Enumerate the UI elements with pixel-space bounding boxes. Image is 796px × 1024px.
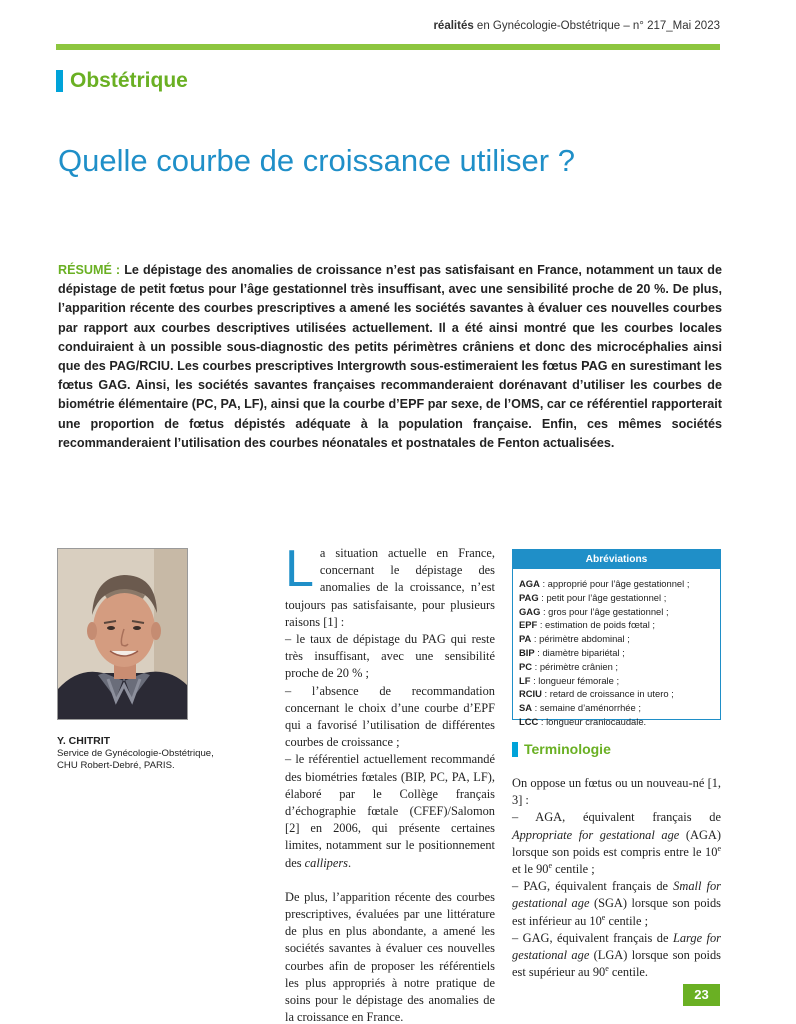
term-text: (SGA) lorsque son poids est inférieur au 10	[512, 896, 721, 928]
term-italic: Small for gestational age	[512, 879, 721, 911]
term-italic: Large for gestational age	[512, 930, 721, 963]
abbreviation-definition: : diamètre bipariétal ;	[534, 646, 625, 658]
header-rule	[56, 44, 720, 50]
term-superscript: e	[548, 860, 553, 870]
list-item-italic: callipers	[304, 855, 348, 870]
article-title: Quelle courbe de croissance utiliser ?	[58, 143, 575, 178]
terminology-marker	[512, 742, 518, 757]
abbreviation-item	[519, 715, 714, 729]
abbreviation-definition: : semaine d’aménorrhée ;	[532, 702, 641, 714]
term-text: et le 90	[512, 862, 549, 877]
term-text: – GAG, équivalent français de	[512, 930, 673, 945]
abbreviation-term: PA	[519, 633, 532, 645]
abbreviation-item	[519, 632, 714, 646]
term-text: (AGA) lorsque son poids est compris entre le 10	[512, 827, 721, 859]
page-number: 23	[683, 984, 720, 1006]
author-affiliation	[57, 748, 214, 772]
abbreviation-item	[519, 701, 714, 715]
terminology-intro: On oppose un fœtus ou un nouveau-né [1, 3] :	[512, 776, 721, 808]
term-text: centile.	[608, 965, 649, 980]
abbreviation-term: SA	[519, 702, 533, 714]
abbreviation-item	[519, 577, 714, 591]
abbreviation-term: EPF	[519, 619, 538, 631]
term-text: (LGA) lorsque son poids est supérieur au 90	[512, 948, 721, 980]
drop-cap: L	[285, 540, 314, 598]
term-text: – PAG, équivalent français de	[512, 879, 674, 894]
body-column-2	[512, 775, 721, 981]
abbreviation-term: RCIU	[519, 688, 542, 700]
abbreviation-definition: : retard de croissance in utero ;	[541, 688, 674, 700]
abbreviation-definition: : périmètre abdominal ;	[531, 633, 630, 645]
term-text: – AGA, équivalent français de	[512, 810, 721, 825]
term-italic: Appropriate for gestational age	[512, 827, 680, 842]
list-item: – l’absence de recommandation concernant le choix d’une courbe d’EPF qui a favorisé l’utilisation de différentes courbes de croissance ;	[285, 683, 495, 750]
intro-paragraph	[285, 540, 495, 631]
list-item-text: .	[348, 855, 352, 870]
abbreviations-list	[513, 569, 720, 729]
terminology-item-pag	[512, 878, 721, 930]
abbreviation-definition: : approprié pour l’âge gestationnel ;	[539, 578, 690, 589]
body-paragraph: De plus, l’apparition récente des courbes prescriptives, évaluées par une littérature de plus en plus abondante, a amené les sociétés savantes à évaluer ces nouvelles courbes afin de proposer les référentiels les plus appropriés à notre pratique de soins pour le dépistage des anomalies de la croissance en France.	[285, 889, 495, 1024]
author-affiliation-line: CHU Robert-Debré, PARIS.	[57, 760, 175, 771]
abbreviation-definition: : estimation de poids fœtal ;	[537, 619, 655, 631]
abbreviation-definition: : longueur fémorale ;	[530, 674, 620, 686]
term-superscript: e	[605, 964, 609, 974]
abbreviation-item	[519, 674, 714, 688]
abbreviation-definition: : gros pour l’âge gestationnel ;	[540, 605, 669, 617]
abbreviation-term: GAG	[519, 605, 541, 617]
abstract	[58, 261, 722, 453]
terminology-heading	[512, 741, 611, 757]
abbreviation-item	[519, 687, 714, 701]
abbreviation-term: AGA	[519, 578, 540, 589]
abstract-lead: RÉSUMÉ :	[58, 263, 121, 277]
abbreviation-term: LCC	[519, 715, 539, 727]
section-label: Obstétrique	[70, 69, 188, 92]
abbreviation-definition: : longueur craniocaudale.	[538, 715, 647, 727]
running-header	[433, 20, 720, 32]
section-tag	[56, 69, 188, 93]
body-column-1	[285, 540, 495, 1024]
abbreviations-box	[512, 549, 721, 727]
abbreviation-term: LF	[519, 674, 531, 686]
journal-issue: en Gynécologie-Obstétrique – n° 217_Mai 2023	[473, 20, 720, 32]
abbreviation-item	[519, 660, 714, 674]
term-text: centile ;	[552, 862, 595, 877]
terminology-item-gag	[512, 930, 721, 982]
journal-name: réalités	[433, 20, 474, 32]
list-item	[285, 751, 495, 871]
term-superscript: e	[717, 843, 721, 853]
abbreviations-title: Abréviations	[513, 550, 720, 569]
author-photo	[57, 548, 188, 720]
list-item: – le taux de dépistage du PAG qui reste très insuffisant, avec une sensibilité proche de 20 % ;	[285, 632, 495, 681]
abbreviation-item	[519, 605, 714, 619]
section-marker	[56, 70, 63, 92]
abbreviation-definition: : petit pour l’âge gestationnel ;	[538, 591, 667, 603]
abbreviation-term: PC	[519, 660, 533, 672]
author-name: Y. CHITRIT	[57, 735, 111, 747]
abbreviation-term: BIP	[519, 646, 535, 658]
abbreviation-item	[519, 646, 714, 660]
abstract-text: Le dépistage des anomalies de croissance n’est pas satisfaisant en France, notamment un taux de dépistage de petit fœtus pour l’âge gestationnel très insuffisant, avec une sensibilité proche de 20 %. De plus, l’apparition récente des courbes prescriptives a amené les sociétés savantes à évaluer ces nouvelles courbes par rapport aux courbes descriptives utilisées actuellement. Il a été ainsi montré que les courbes locales conduiraient à un possible sous-diagnostic des petits périmètres crâniens et donc des microcéphalies ainsi que des PAG/RCIU. Les courbes prescriptives Intergrowth sous-estimeraient les fœtus PAG en surestimant les fœtus GAG. Ainsi, les sociétés savantes françaises recommanderaient dorénavant d’utiliser les courbes de biométrie élémentaire (PC, PA, LF), ainsi que la courbe d’EPF par sexe, de l’OMS, car ce référentiel rapporterait une proportion de fœtus dépistés adéquate à la population française. Enfin, ces mêmes sociétés recommanderaient l’utilisation des courbes néonatales et postnatales de Fenton actualisées.	[58, 263, 722, 450]
term-superscript: e	[601, 912, 606, 922]
terminology-title: Terminologie	[524, 741, 611, 757]
intro-text: a situation actuelle en France, concernant le dépistage des anomalies de la croissance, n’est toujours pas satisfaisante, pour plusieurs raisons [1] :	[285, 546, 495, 629]
abbreviation-definition: : périmètre crânien ;	[532, 660, 619, 672]
list-item-text: – le référentiel actuellement recommandé des biométries fœtales (BIP, PC, PA, LF), élaboré par le Collège français d’échographie fœtale (CFEF)/Salomon [2] en 2006, qui présente certaines limites, notamment sur le positionnement des	[285, 752, 495, 870]
term-text: centile ;	[605, 913, 649, 928]
abbreviation-item	[519, 618, 714, 632]
terminology-item-aga	[512, 809, 721, 878]
abbreviation-item	[519, 591, 714, 605]
author-affiliation-line: Service de Gynécologie-Obstétrique,	[57, 748, 214, 759]
abbreviation-term: PAG	[519, 591, 539, 603]
